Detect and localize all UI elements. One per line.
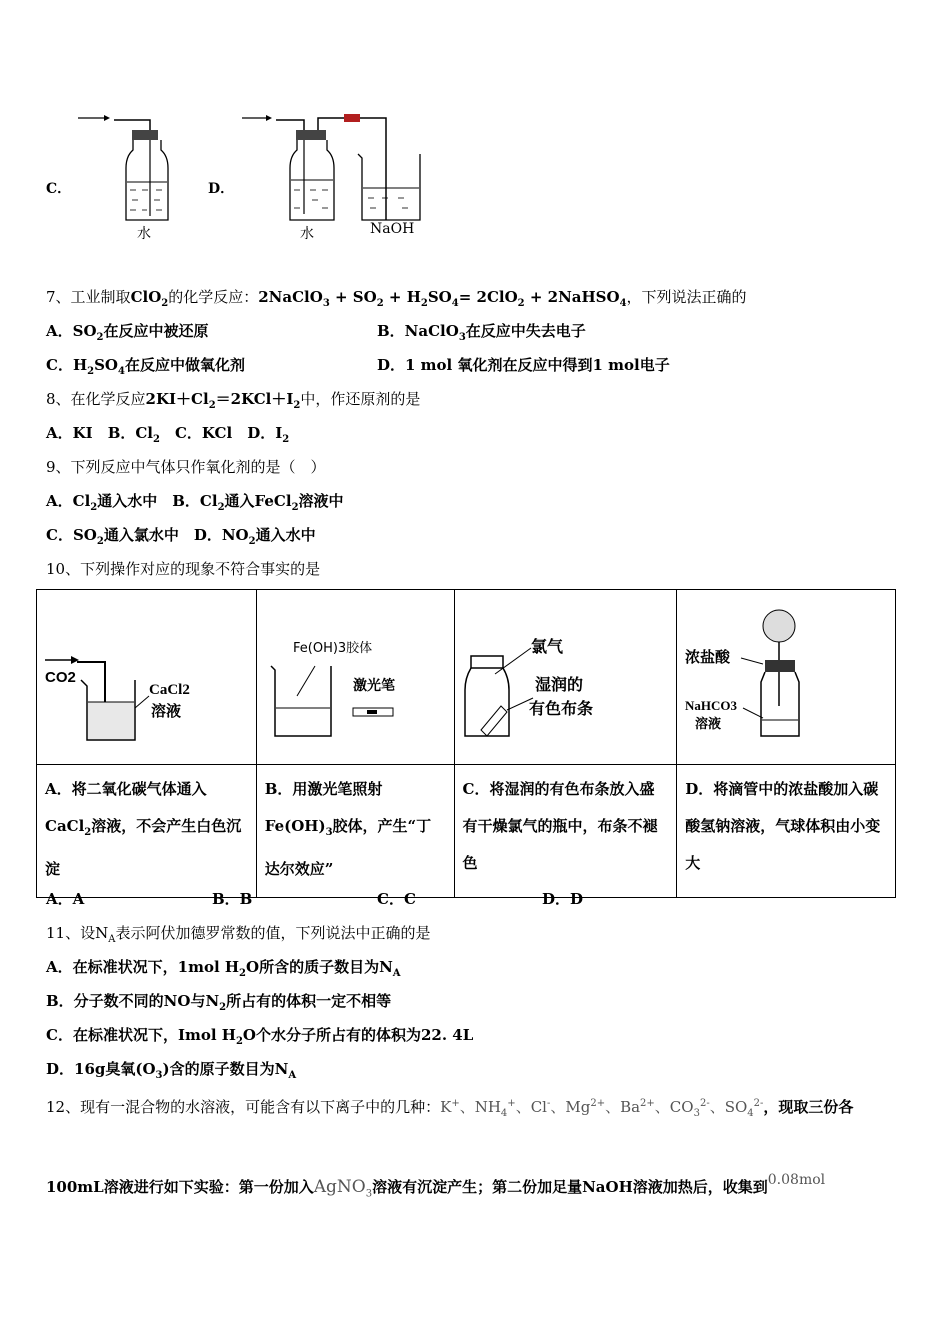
q12-ion-list: K+、$NH_4^+$、Cl-、$Mg^{2+}$、$Ba^{2+}$、$CO_3^{2-}$、$SO_4^{2-}$ [440, 1098, 764, 1119]
q10-answer-b: B．B [212, 890, 253, 908]
q10-d-solution-label: 溶液 [695, 717, 722, 732]
q10-c-chlorine-label: 氯气 [530, 637, 563, 656]
q7-stem-middle: 的化学反应： [168, 288, 259, 306]
q9-options-line1: A．$Cl_2$通入水中 B．$Cl_2$通入FeCl$_2$溶液中 [46, 492, 344, 513]
q12-stem-prefix: 12、现有一混合物的水溶液，可能含有以下离子中的几种： [46, 1098, 441, 1116]
q10-a-solution-label: 溶液 [151, 702, 182, 720]
q10-cell-b: B．用激光笔照射$Fe(OH)_3$胶体，产生“丁达尔效应” [256, 765, 454, 898]
q10-cell-c: C．将湿润的有色布条放入盛有干燥氯气的瓶中，布条不褪色 [454, 765, 677, 898]
q10-a-cacl2-label: CaCl2 [149, 682, 190, 698]
q10-d-acid-label: 浓盐酸 [685, 648, 731, 666]
q7-option-a: A．$SO_2$在反应中被还原 [46, 322, 209, 343]
q10-answer-c: C．C [377, 890, 416, 908]
q12-stem-line1 [46, 1096, 853, 1119]
q7-option-c: C．$H_2SO_4$在反应中做氧化剂 [46, 356, 245, 377]
naoh-caption: NaOH [370, 221, 415, 237]
option-d-label: D． [208, 181, 235, 197]
q12-stem-suffix: ，现取三份各 [763, 1098, 854, 1116]
q7-stem-prefix: 工业制取 [70, 288, 131, 306]
q7-stem-suffix: ，下列说法正确的 [626, 288, 747, 306]
q12-stem-line2 [46, 1172, 826, 1200]
q10-c-cloth-label-2: 有色布条 [528, 699, 593, 718]
q7-option-b: B．NaClO$_3$在反应中失去电子 [377, 322, 586, 343]
q7-clo2: ClO$_2$ [130, 288, 169, 309]
q10-answers [46, 888, 583, 909]
option-c-label: C． [46, 181, 72, 197]
q11-stem: 11、设$N_A$表示阿伏加德罗常数的值，下列说法中正确的是 [46, 924, 431, 945]
q10-c-cloth-label-1: 湿润的 [534, 675, 583, 694]
q10-stem: 10、下列操作对应的现象不符合事实的是 [46, 560, 321, 578]
q10-a-co2-label: CO2 [45, 669, 76, 686]
q10-figure-c [454, 590, 677, 765]
q8-options: A．KI B．$Cl_2$ C．KCl D．$I_2$ [46, 424, 290, 445]
q10-d-nahco3-label: NaHCO3 [685, 698, 738, 713]
q11-option-b: B．分子数不同的NO与$N_2$所占有的体积一定不相等 [46, 992, 392, 1013]
q9-stem: 9、下列反应中气体只作氧化剂的是（ ） [46, 458, 326, 476]
q10-answer-d: D．D [542, 890, 584, 908]
water-caption-d: 水 [300, 226, 314, 242]
q11-option-a: A．在标准状况下，1mol $H_2O$所含的质子数目为$N_A$ [46, 958, 401, 979]
q11-option-c: C．在标准状况下，Imol $H_2O$个水分子所占有的体积为22. 4L [46, 1026, 474, 1047]
q10-figure-a [37, 590, 257, 765]
q9-options-line2: C．$SO_2$通入氯水中 D．$NO_2$通入水中 [46, 526, 316, 547]
water-caption-c: 水 [137, 226, 151, 242]
q10-b-laser-label: 激光笔 [352, 678, 395, 694]
q10-b-colloid-label: Fe(OH)3胶体 [292, 641, 372, 656]
gas-bottle-water-figure [70, 108, 180, 243]
q12-line2-prefix: 100mL溶液进行如下实验：第一份加入 [46, 1178, 314, 1196]
q10-cell-d: D．将滴管中的浓盐酸加入碳酸氢钠溶液，气球体积由小变大 [677, 765, 896, 898]
q10-table [36, 589, 896, 898]
q12-line2-middle: 溶液有沉淀产生；第二份加足量NaOH溶液加热后，收集到 [372, 1178, 768, 1196]
q10-figure-b [256, 590, 454, 765]
q7-stem [46, 286, 747, 309]
q8-stem: 8、在化学反应$2KI+Cl_2=2KCl+I_2$中，作还原剂的是 [46, 390, 421, 411]
q7-equation: 2NaClO$_3$ + $SO_2 + H_2SO_4= 2ClO_2$ + 2NaHSO$_4$ [258, 288, 627, 309]
q7-option-d: D．1 mol 氧化剂在反应中得到1 mol电子 [377, 356, 670, 374]
q10-figure-d [677, 590, 896, 765]
q12-reagent: AgNO$_3$ [313, 1177, 373, 1200]
q12-amount: 0.08mol [767, 1172, 826, 1188]
q10-cell-a: A．将二氧化碳气体通入CaCl$_2$溶液，不会产生白色沉淀 [37, 765, 257, 898]
q7-number: 7、 [46, 288, 71, 306]
q10-answer-a: A．A [46, 890, 85, 908]
q11-option-d: D．16g臭氧$(O_3)$含的原子数目为$N_A$ [46, 1060, 297, 1081]
